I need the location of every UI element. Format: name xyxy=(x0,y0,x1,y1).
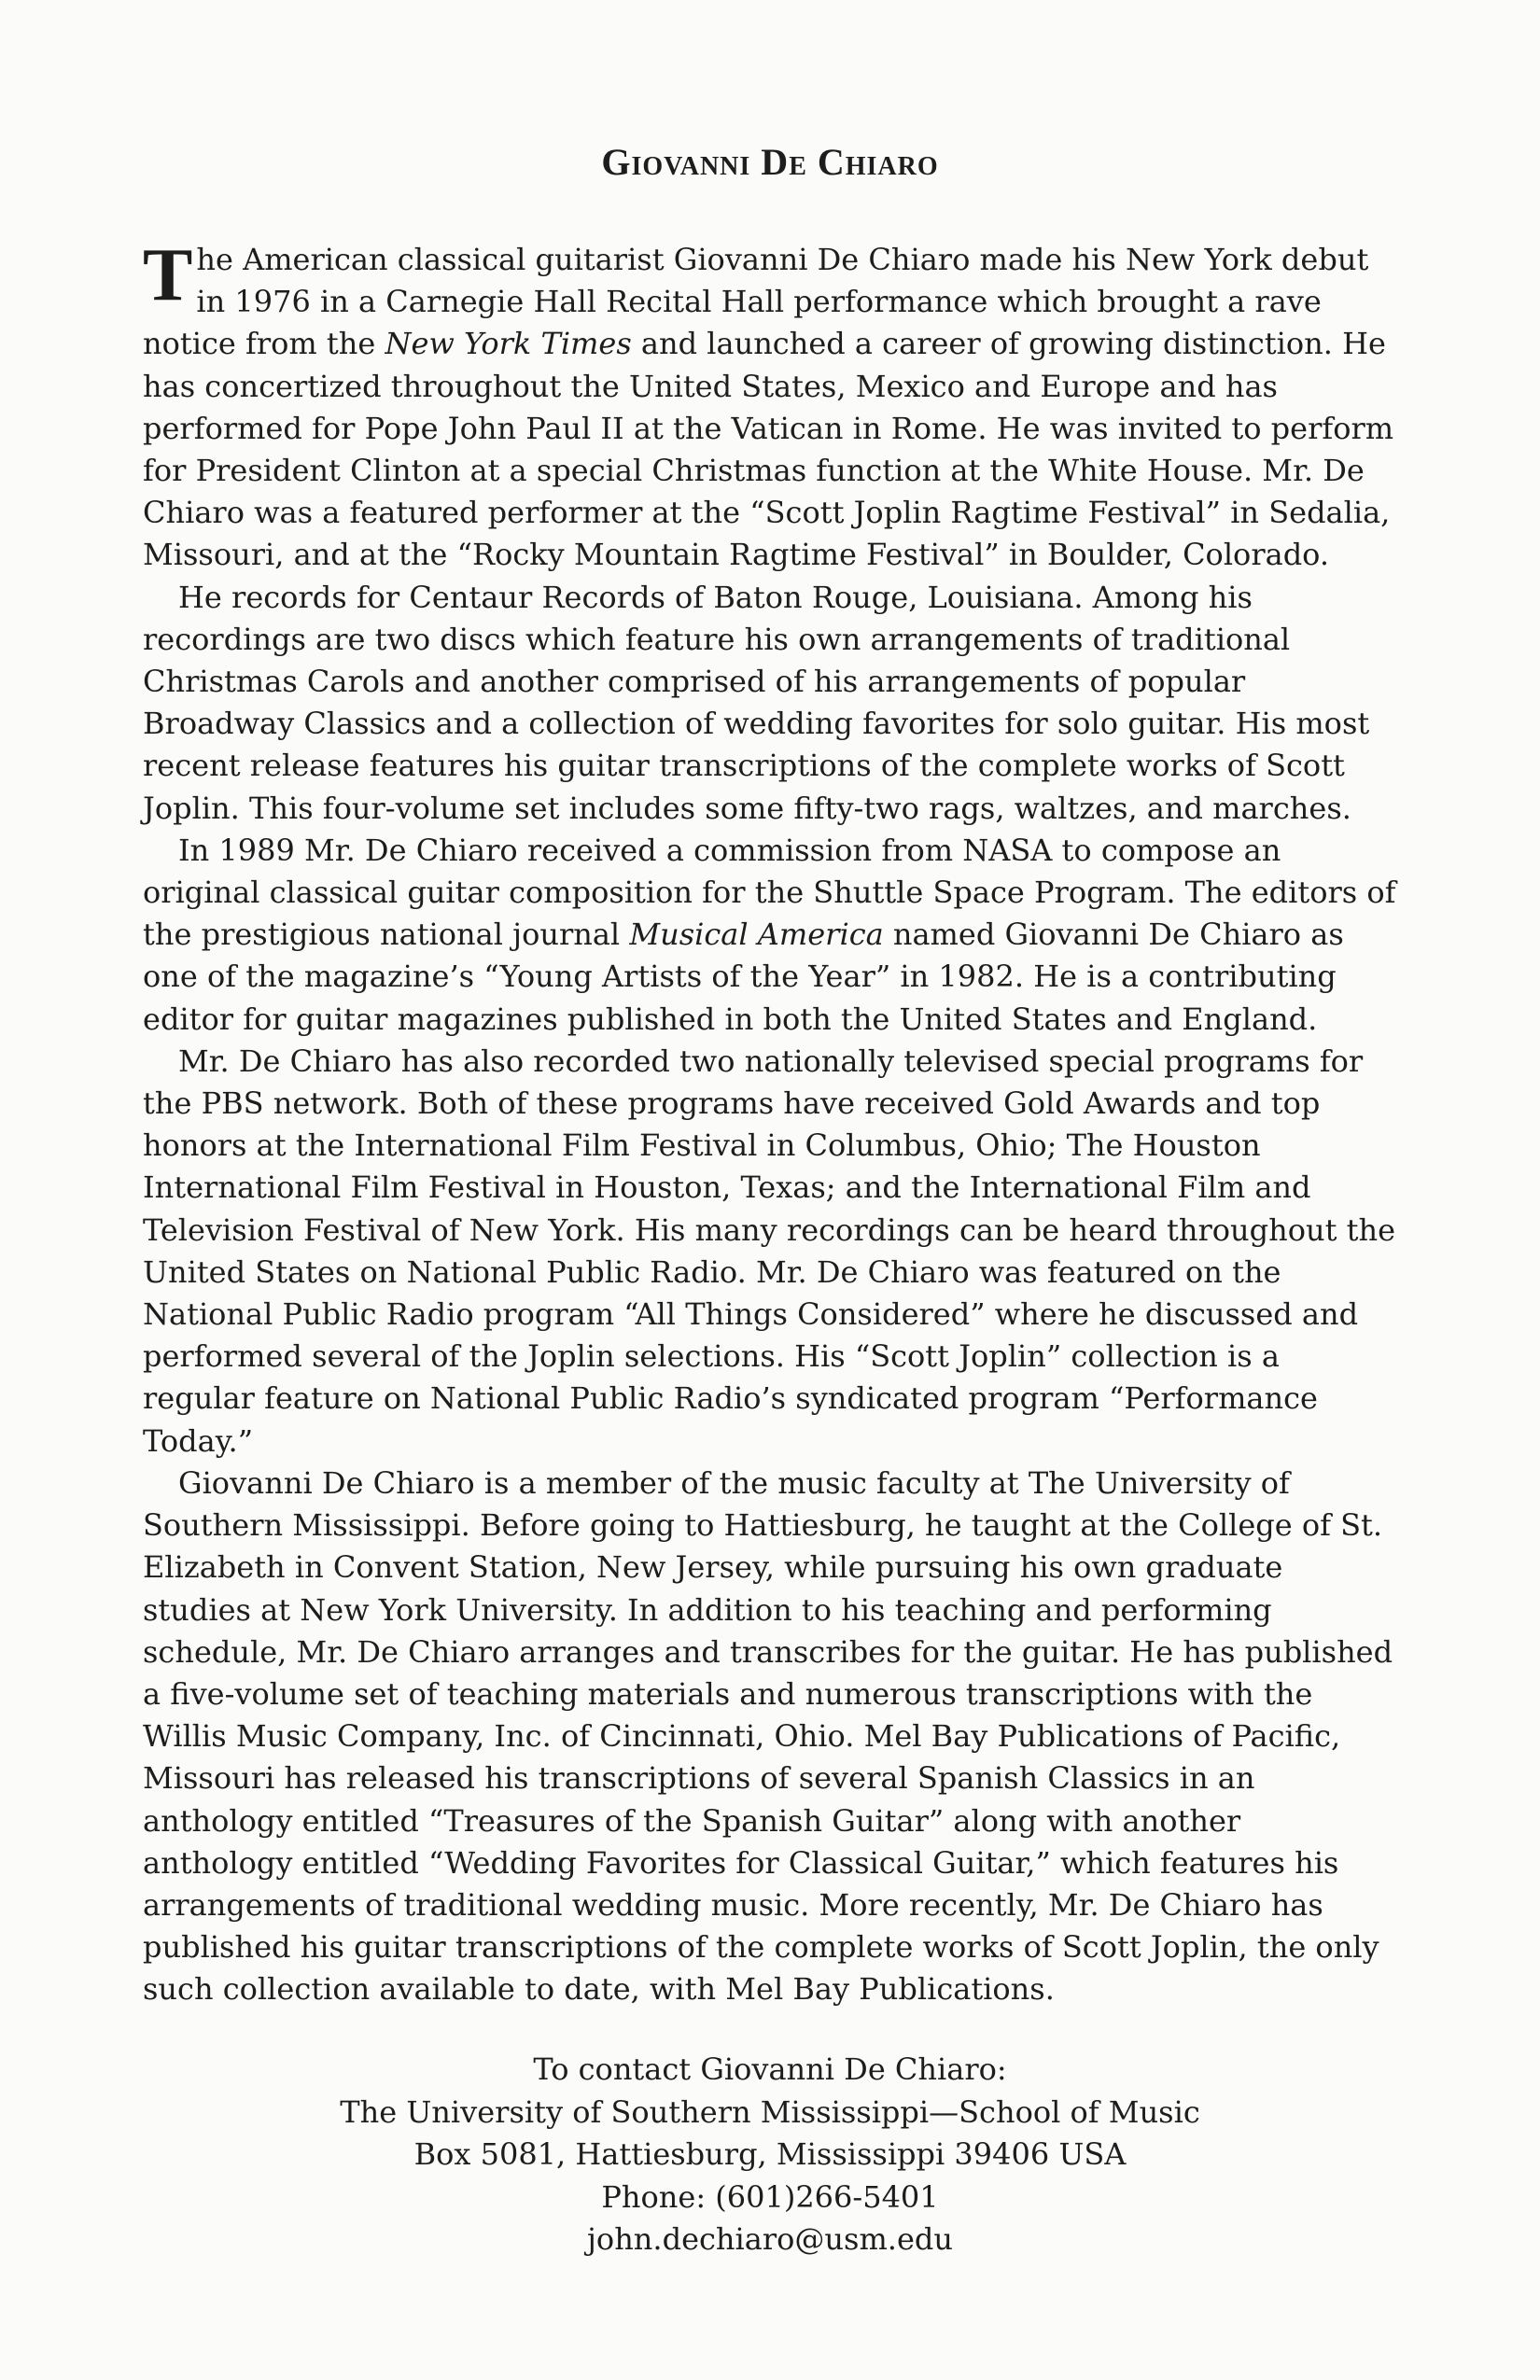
bio-paragraph-4: Mr. De Chiaro has also recorded two nationally televised special programs for the PBS network. Both of these programs have received Gold Awards and top honors at the International Film Festival in Columbus, Ohio; The Houston International Film Festival in Houston, Texas; and the International Film and Television Festival of New York. His many recordings can be heard throughout the United States on National Public Radio. Mr. De Chiaro was featured on the National Public Radio program “All Things Considered” where he discussed and performed several of the Joplin selections. His “Scott Joplin” collection is a regular feature on National Public Radio’s syndicated program “Performance Today.” xyxy=(143,1043,1396,1459)
bio-paragraph-5: Giovanni De Chiaro is a member of the music faculty at The University of Southern Mississippi. Before going to Hattiesburg, he taught at the College of St. Elizabeth in Convent Station, New Jersey, while pursuing his own graduate studies at New York University. In addition to his teaching and performing schedule, Mr. De Chiaro arranges and transcribes for the guitar. He has published a five-volume set of teaching materials and numerous transcriptions with the Willis Music Company, Inc. of Cincinnati, Ohio. Mel Bay Publications of Pacific, Missouri has released his transcriptions of several Spanish Classics in an anthology entitled “Treasures of the Spanish Guitar” along with another anthology entitled “Wedding Favorites for Classical Guitar,” which features his arrangements of traditional wedding music. More recently, Mr. De Chiaro has published his guitar transcriptions of the complete works of Scott Joplin, the only such collection available to date, with Mel Bay Publications. xyxy=(143,1464,1393,2008)
contact-institution: The University of Southern Mississippi—School of Music xyxy=(340,2093,1200,2130)
contact-address: Box 5081, Hattiesburg, Mississippi 39406 USA xyxy=(413,2136,1127,2172)
bio-paragraph-3-part-1: In 1989 Mr. De Chiaro received a commission from NASA to compose an original classical guitar composition for the Shuttle Space Program. The editors of the prestigious national journal xyxy=(143,832,1396,953)
drop-cap: T xyxy=(143,234,193,316)
bio-paragraph-2: He records for Centaur Records of Baton Rouge, Louisiana. Among his recordings are two discs which feature his own arrangements of traditional Christmas Carols and another comprised of his arrangements of popular Broadway Classics and a collection of wedding favorites for solo guitar. His most recent release features his guitar transcriptions of the complete works of Scott Joplin. This four-volume set includes some fifty-two rags, waltzes, and marches. xyxy=(143,579,1370,826)
biography xyxy=(143,234,1398,2011)
bio-paragraph-1-part-2: and launched a career of growing distinction. He has concertized throughout the United States, Mexico and Europe and has performed for Pope John Paul II at the Vatican in Rome. He was invited to perform for President Clinton at a special Christmas function at the White House. Mr. De Chiaro was a featured performer at the “Scott Joplin Ragtime Festival” in Sedalia, Missouri, and at the “Rocky Mountain Ragtime Festival” in Boulder, Colorado. xyxy=(143,326,1394,573)
publication-title-nyt: New York Times xyxy=(385,326,632,362)
bio-paragraph-1-part-1: he American classical guitarist Giovanni De Chiaro made his New York debut in 1976 in a Carnegie Hall Recital Hall performance which brought a rave notice from the xyxy=(143,242,1369,362)
bio-paragraph-3 xyxy=(143,830,1398,1041)
page-title: Giovanni De Chiaro xyxy=(601,141,939,183)
bio-paragraph-3-part-2: named Giovanni De Chiaro as one of the magazine’s “Young Artists of the Year” in 1982. He is a contributing editor for guitar magazines published in both the United States and England. xyxy=(143,917,1344,1037)
contact-email[interactable]: john.dechiaro@usm.edu xyxy=(587,2221,953,2257)
contact-phone: Phone: (601)266-5401 xyxy=(601,2178,939,2215)
publication-title-musical-america: Musical America xyxy=(629,917,884,953)
contact-heading: To contact Giovanni De Chiaro: xyxy=(533,2051,1007,2087)
bio-paragraph-1 xyxy=(143,234,1398,577)
contact-block xyxy=(0,2049,1540,2261)
